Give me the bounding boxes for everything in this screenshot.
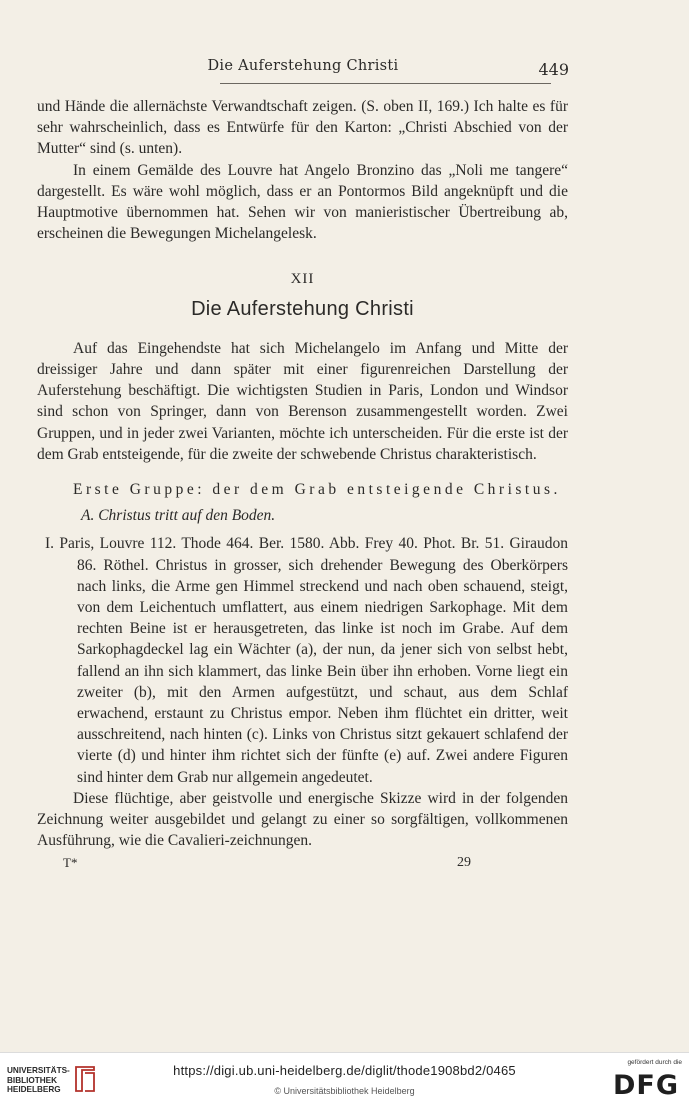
- paragraph: Diese flüchtige, aber geistvolle und energische Skizze wird in der folgenden Zeichnung weiter ausgebildet und gelangt zu einer so sorgfältigen, vollkommenen Ausführung, wie die Cavalieri-zeichnungen.: [37, 789, 568, 850]
- signature-line: [37, 852, 568, 873]
- permalink[interactable]: https://digi.ub.uni-heidelberg.de/diglit/thode1908bd2/0465: [173, 1063, 516, 1078]
- footer-url-row: [0, 1063, 689, 1078]
- sheet-signature: 29: [457, 854, 471, 870]
- running-head: [37, 58, 569, 80]
- library-name-line: UNIVERSITÄTS-: [7, 1066, 70, 1075]
- dfg-logo: DFG: [612, 1070, 679, 1101]
- body-text: [37, 96, 568, 873]
- chapter-number: XII: [290, 271, 315, 288]
- library-name-line: HEIDELBERG: [7, 1085, 61, 1094]
- running-title: Die Auferstehung Christi: [207, 58, 399, 74]
- paragraph: In einem Gemälde des Louvre hat Angelo Bronzino das „Noli me tangere“ dargestellt. Es wäre wohl möglich, dass er an Pontormos Bild angeknüpft und die Hauptmotive übernommen hat. Sehen wir von manieristischer Übertreibung ab, erscheinen die Bewegungen Michelangelesk.: [37, 161, 568, 243]
- signature-mark: T*: [63, 854, 78, 870]
- catalog-entry: I. Paris, Louvre 112. Thode 464. Ber. 1580. Abb. Frey 40. Phot. Br. 51. Giraudon 86. Röthel. Christus in grosser, sich drehender Bewegung des Oberkörpers nach links, die Arme gen Himmel streckend und nach oben schauend, steigt, von dem Leichentuch umflattert, aus einem niedrigen Sarkophage. Mit dem rechten Beine ist er herausgetreten, das linke ist noch im Grabe. Auf dem Sarkophagdeckel lag ein Wächter (a), der nun, da jener sich von selbst hebt, fallend an ihn sich klammert, das linke Bein über ihn erhoben. Vorne liegt ein zweiter (b), mit den Armen aufgestützt, und schaut, aus dem Schlaf erwachend, erstaunt zu Christus empor. Neben ihm flüchtet ein dritter, weit ausschreitend, nach hinten (c). Links von Christus sitzt gekauert schlafend der vierte (d) und hinter ihm richtet sich der fünfte (e) auf. Zwei andere Figuren sind hinter dem Grab nur allgemein angedeutet.: [45, 535, 568, 786]
- funding-note: gefördert durch die: [627, 1059, 682, 1066]
- copyright-notice: © Universitätsbibliothek Heidelberg: [274, 1086, 415, 1096]
- paragraph: und Hände die allernächste Verwandtschaft zeigen. (S. oben II, 169.) Ich halte es für sehr wahrscheinlich, dass es Entwürfe für den Karton: „Christi Abschied von der Mutter“ sind (s. unten).: [37, 98, 568, 158]
- library-name-line: BIBLIOTHEK: [7, 1075, 58, 1085]
- header-rule: [220, 83, 551, 84]
- footer-bar: [0, 1052, 689, 1107]
- group-heading: Erste Gruppe: der dem Grab entsteigende Christus.: [73, 481, 561, 499]
- subheading: A. Christus tritt auf den Boden.: [81, 507, 276, 525]
- paragraph: Auf das Eingehendste hat sich Michelangelo im Anfang und Mitte der dreissiger Jahre und dann später mit einer figurenreichen Darstellung der Auferstehung beschäftigt. Die wichtigsten Studien in Paris, London und Windsor sind schon von Springer, dann von Berenson zusammengestellt worden. Zwei Gruppen, und in jeder zwei Varianten, möchte ich unterscheiden. Für die erste ist der dem Grab entsteigende, für die zweite der schwebende Christus charakteristisch.: [37, 339, 568, 463]
- chapter-title: Die Auferstehung Christi: [191, 297, 414, 320]
- page-number: 449: [538, 60, 569, 79]
